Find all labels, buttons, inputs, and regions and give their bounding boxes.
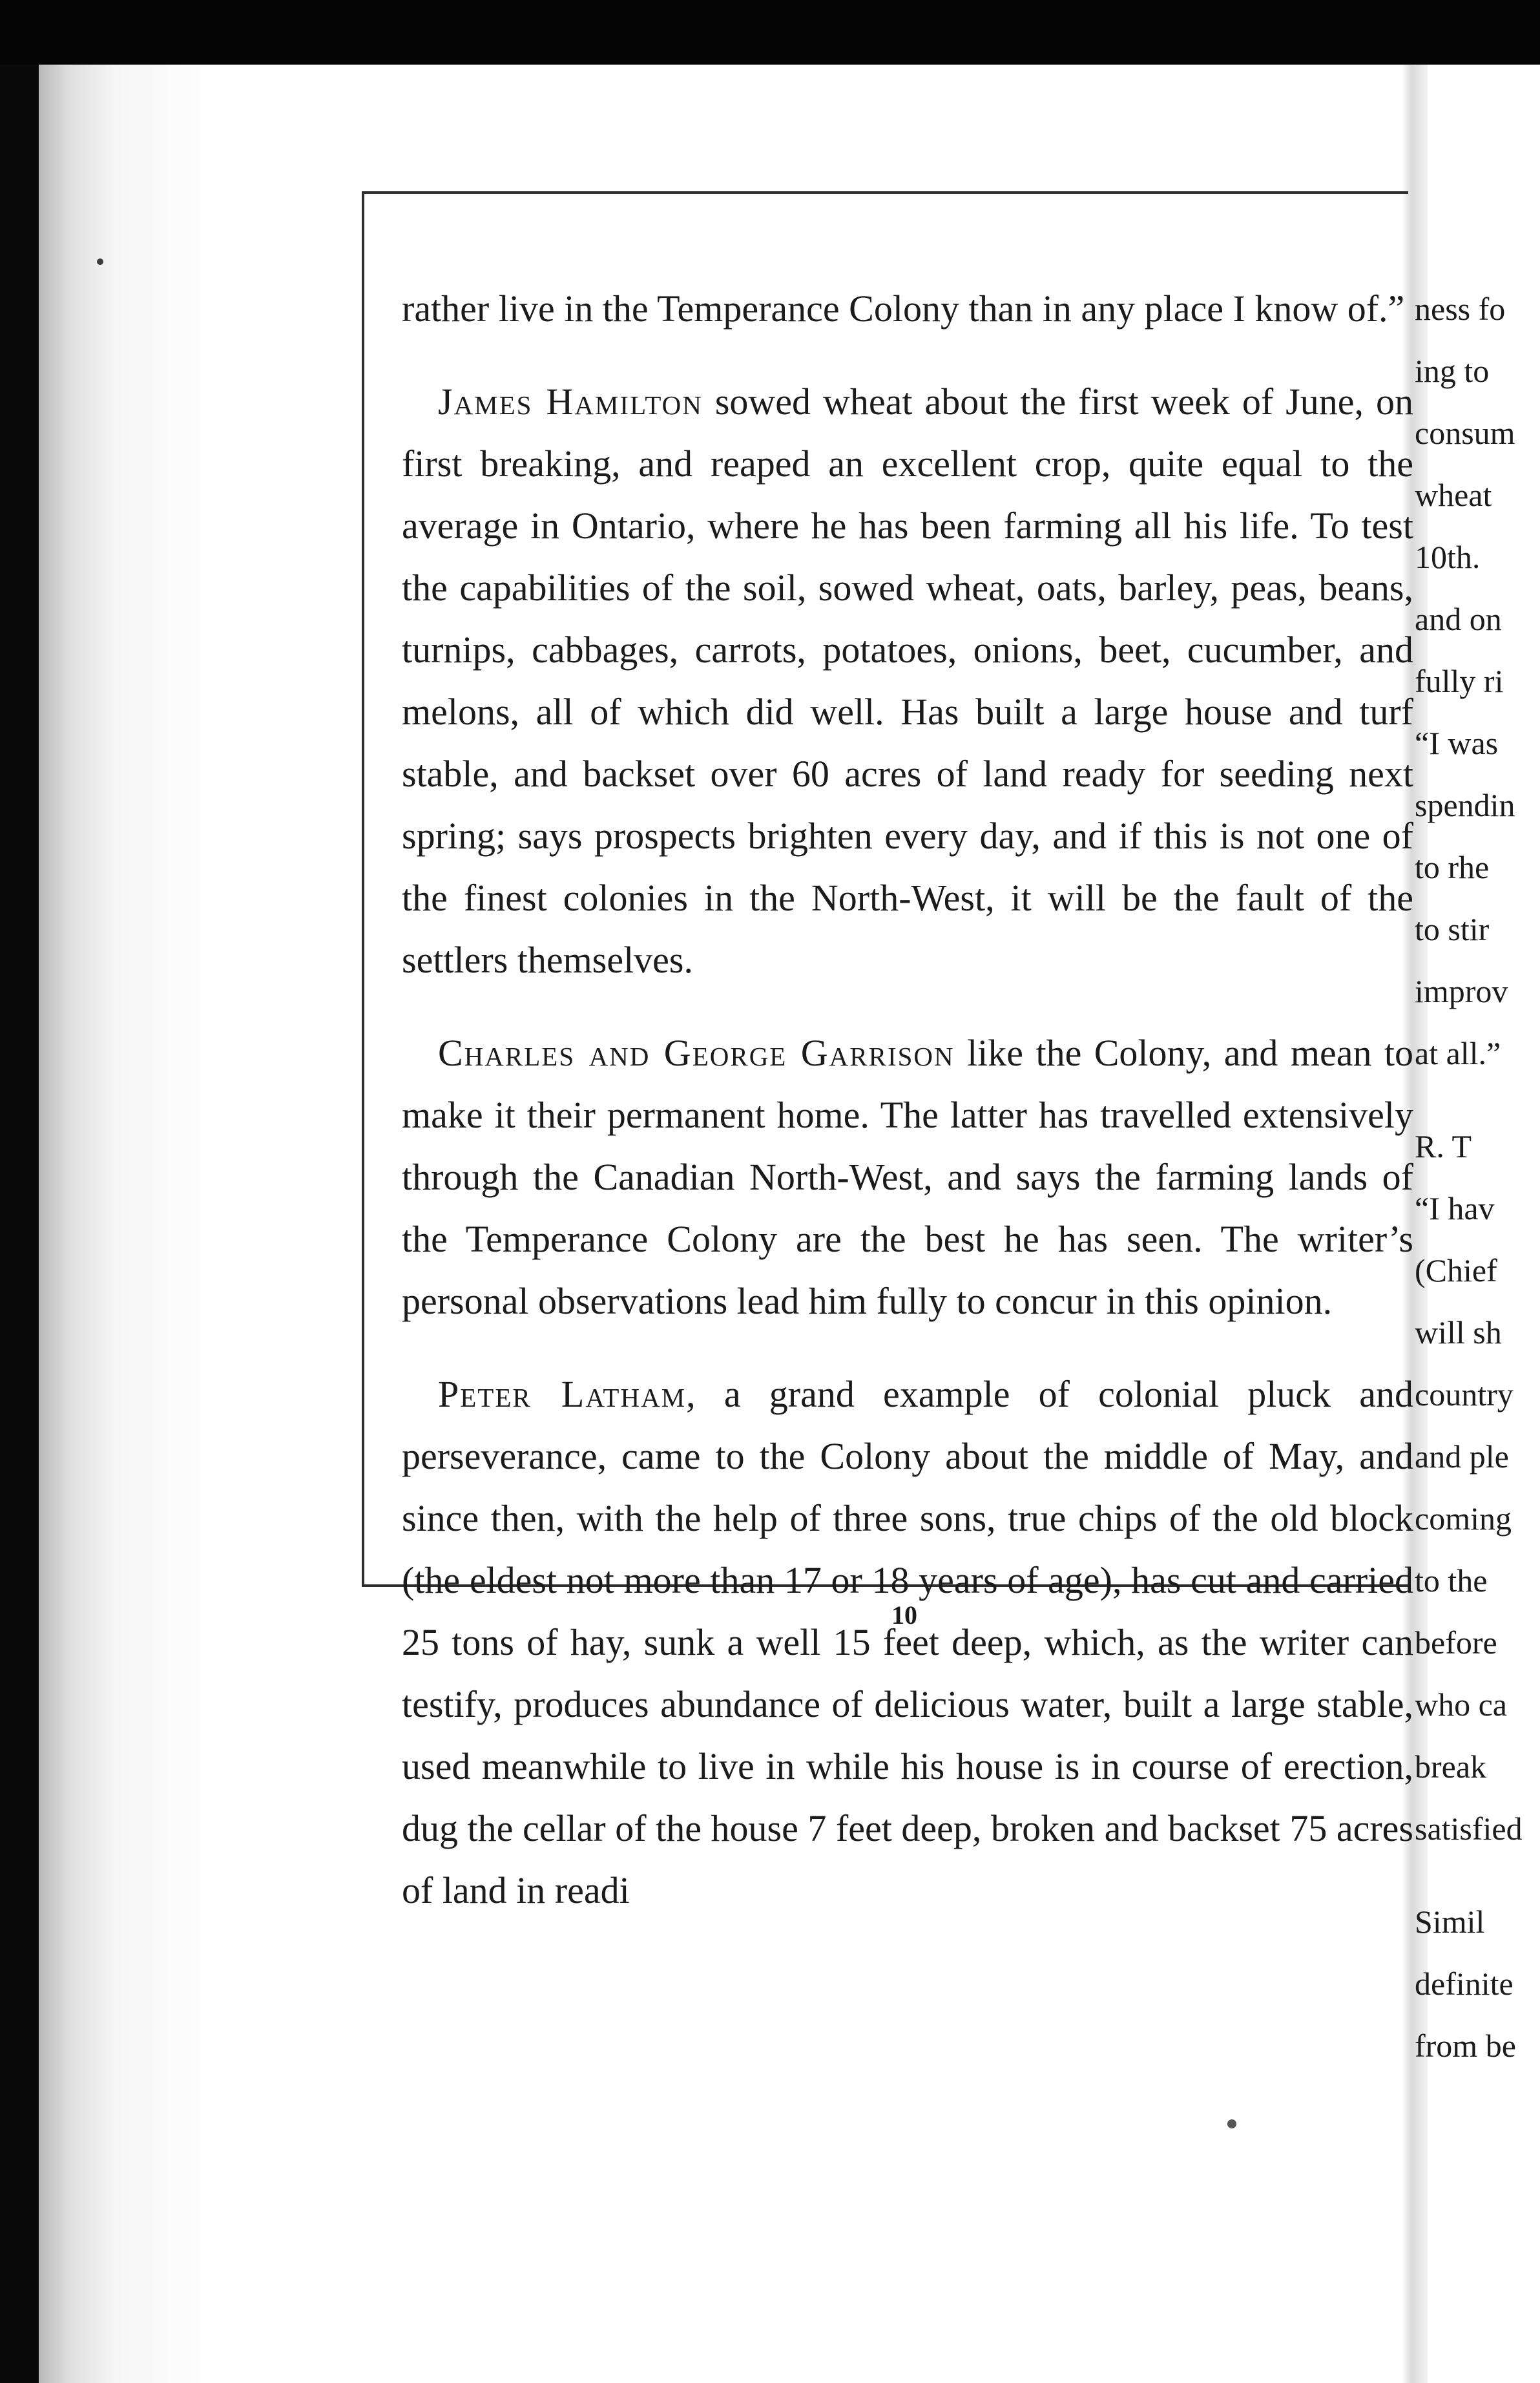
scan-left-border [0, 65, 39, 2383]
fragment-line: definite [1415, 1966, 1514, 2002]
fragment-line: ness fo [1415, 291, 1506, 327]
line-gap [1415, 1860, 1540, 1891]
fragment-line: R. T [1415, 1128, 1472, 1164]
fragment-line: improv [1415, 973, 1508, 1009]
paragraph-peter-latham [402, 1363, 1413, 1922]
paragraph-continuation [402, 278, 1413, 340]
fragment-line: wheat [1415, 477, 1492, 513]
facing-page-fragment [1415, 278, 1540, 2064]
person-name: Charles and George Garrison [438, 1032, 955, 1074]
fragment-line: to stir [1415, 911, 1490, 947]
fragment-line: consum [1415, 415, 1515, 451]
fragment-line: Simil [1415, 1904, 1485, 1940]
fragment-line: coming [1415, 1500, 1512, 1537]
paragraph-garrison [402, 1022, 1413, 1332]
fragment-line: fully ri [1415, 663, 1504, 699]
person-name: Peter Latham [438, 1373, 687, 1415]
paragraph-text: sowed wheat about the first week of June, on first breaking, and reaped an excellent crop, quite equal to the average in Ontario, where he has been farming all his life. To test the capabilities of the soil, sowed wheat, oats, barley, peas, beans, turnips, cabbages, carrots, potatoes, onions, beet, cucumber, and melons, all of which did well. Has built a large house and turf stable, and backset over 60 acres of land ready for seeding next spring; says prospects brighten every day, and if this is not one of the finest colonies in the North-West, it will be the fault of the settlers themselves. [402, 381, 1413, 981]
scan-speck [1227, 2119, 1236, 2128]
fragment-line: before [1415, 1624, 1497, 1661]
fragment-line: and on [1415, 601, 1502, 637]
book-gutter [39, 65, 207, 2383]
fragment-line: “I was [1415, 725, 1499, 761]
paragraph-text: , a grand example of colonial pluck and perseverance, came to the Colony about the middle of May, and since then, with the help of three sons, true chips of the old block (the eldest not more than 17 or 18 years of age), has cut and carried 25 tons of hay, sunk a well 15 feet deep, which, as the writer can testify, produces abundance of delicious water, built a large stable, used meanwhile to live in while his house is in course of erection, dug the cellar of the house 7 feet deep, broken and backset 75 acres of land in readi [402, 1373, 1413, 1911]
fragment-line: country [1415, 1376, 1514, 1412]
fragment-line: ing to [1415, 353, 1490, 389]
line-gap [1415, 1084, 1540, 1115]
paragraph-james-hamilton [402, 371, 1413, 991]
fragment-line: will sh [1415, 1314, 1502, 1350]
fragment-line: “I hav [1415, 1190, 1495, 1226]
fragment-line: (Chief [1415, 1252, 1497, 1288]
paragraph-text: like the Colony, and mean to make it their permanent home. The latter has travelled extensively through the Canadian North-West, and says the farming lands of the Temperance Colony are the best he has seen. The writer’s personal observations lead him fully to concur in this opinion. [402, 1032, 1413, 1322]
person-name: James Hamilton [438, 381, 703, 423]
text-frame-left-rule [362, 191, 364, 1587]
fragment-line: satisfied [1415, 1811, 1523, 1847]
fragment-line: and ple [1415, 1438, 1509, 1475]
gutter-speck [97, 258, 103, 265]
fragment-line: to rhe [1415, 849, 1490, 885]
fragment-line: from be [1415, 2028, 1516, 2064]
fragment-line: spendin [1415, 787, 1515, 823]
fragment-line: to the [1415, 1562, 1488, 1599]
fragment-line: break [1415, 1748, 1487, 1785]
paragraph-text: rather live in the Temperance Colony than in any place I know of.” [402, 288, 1405, 330]
page-number: 10 [891, 1601, 917, 1630]
text-frame-top-rule [362, 191, 1408, 194]
fragment-line: 10th. [1415, 539, 1481, 575]
fragment-line: at all.” [1415, 1035, 1501, 1071]
scan-top-border [0, 0, 1540, 65]
fragment-line: who ca [1415, 1686, 1507, 1723]
